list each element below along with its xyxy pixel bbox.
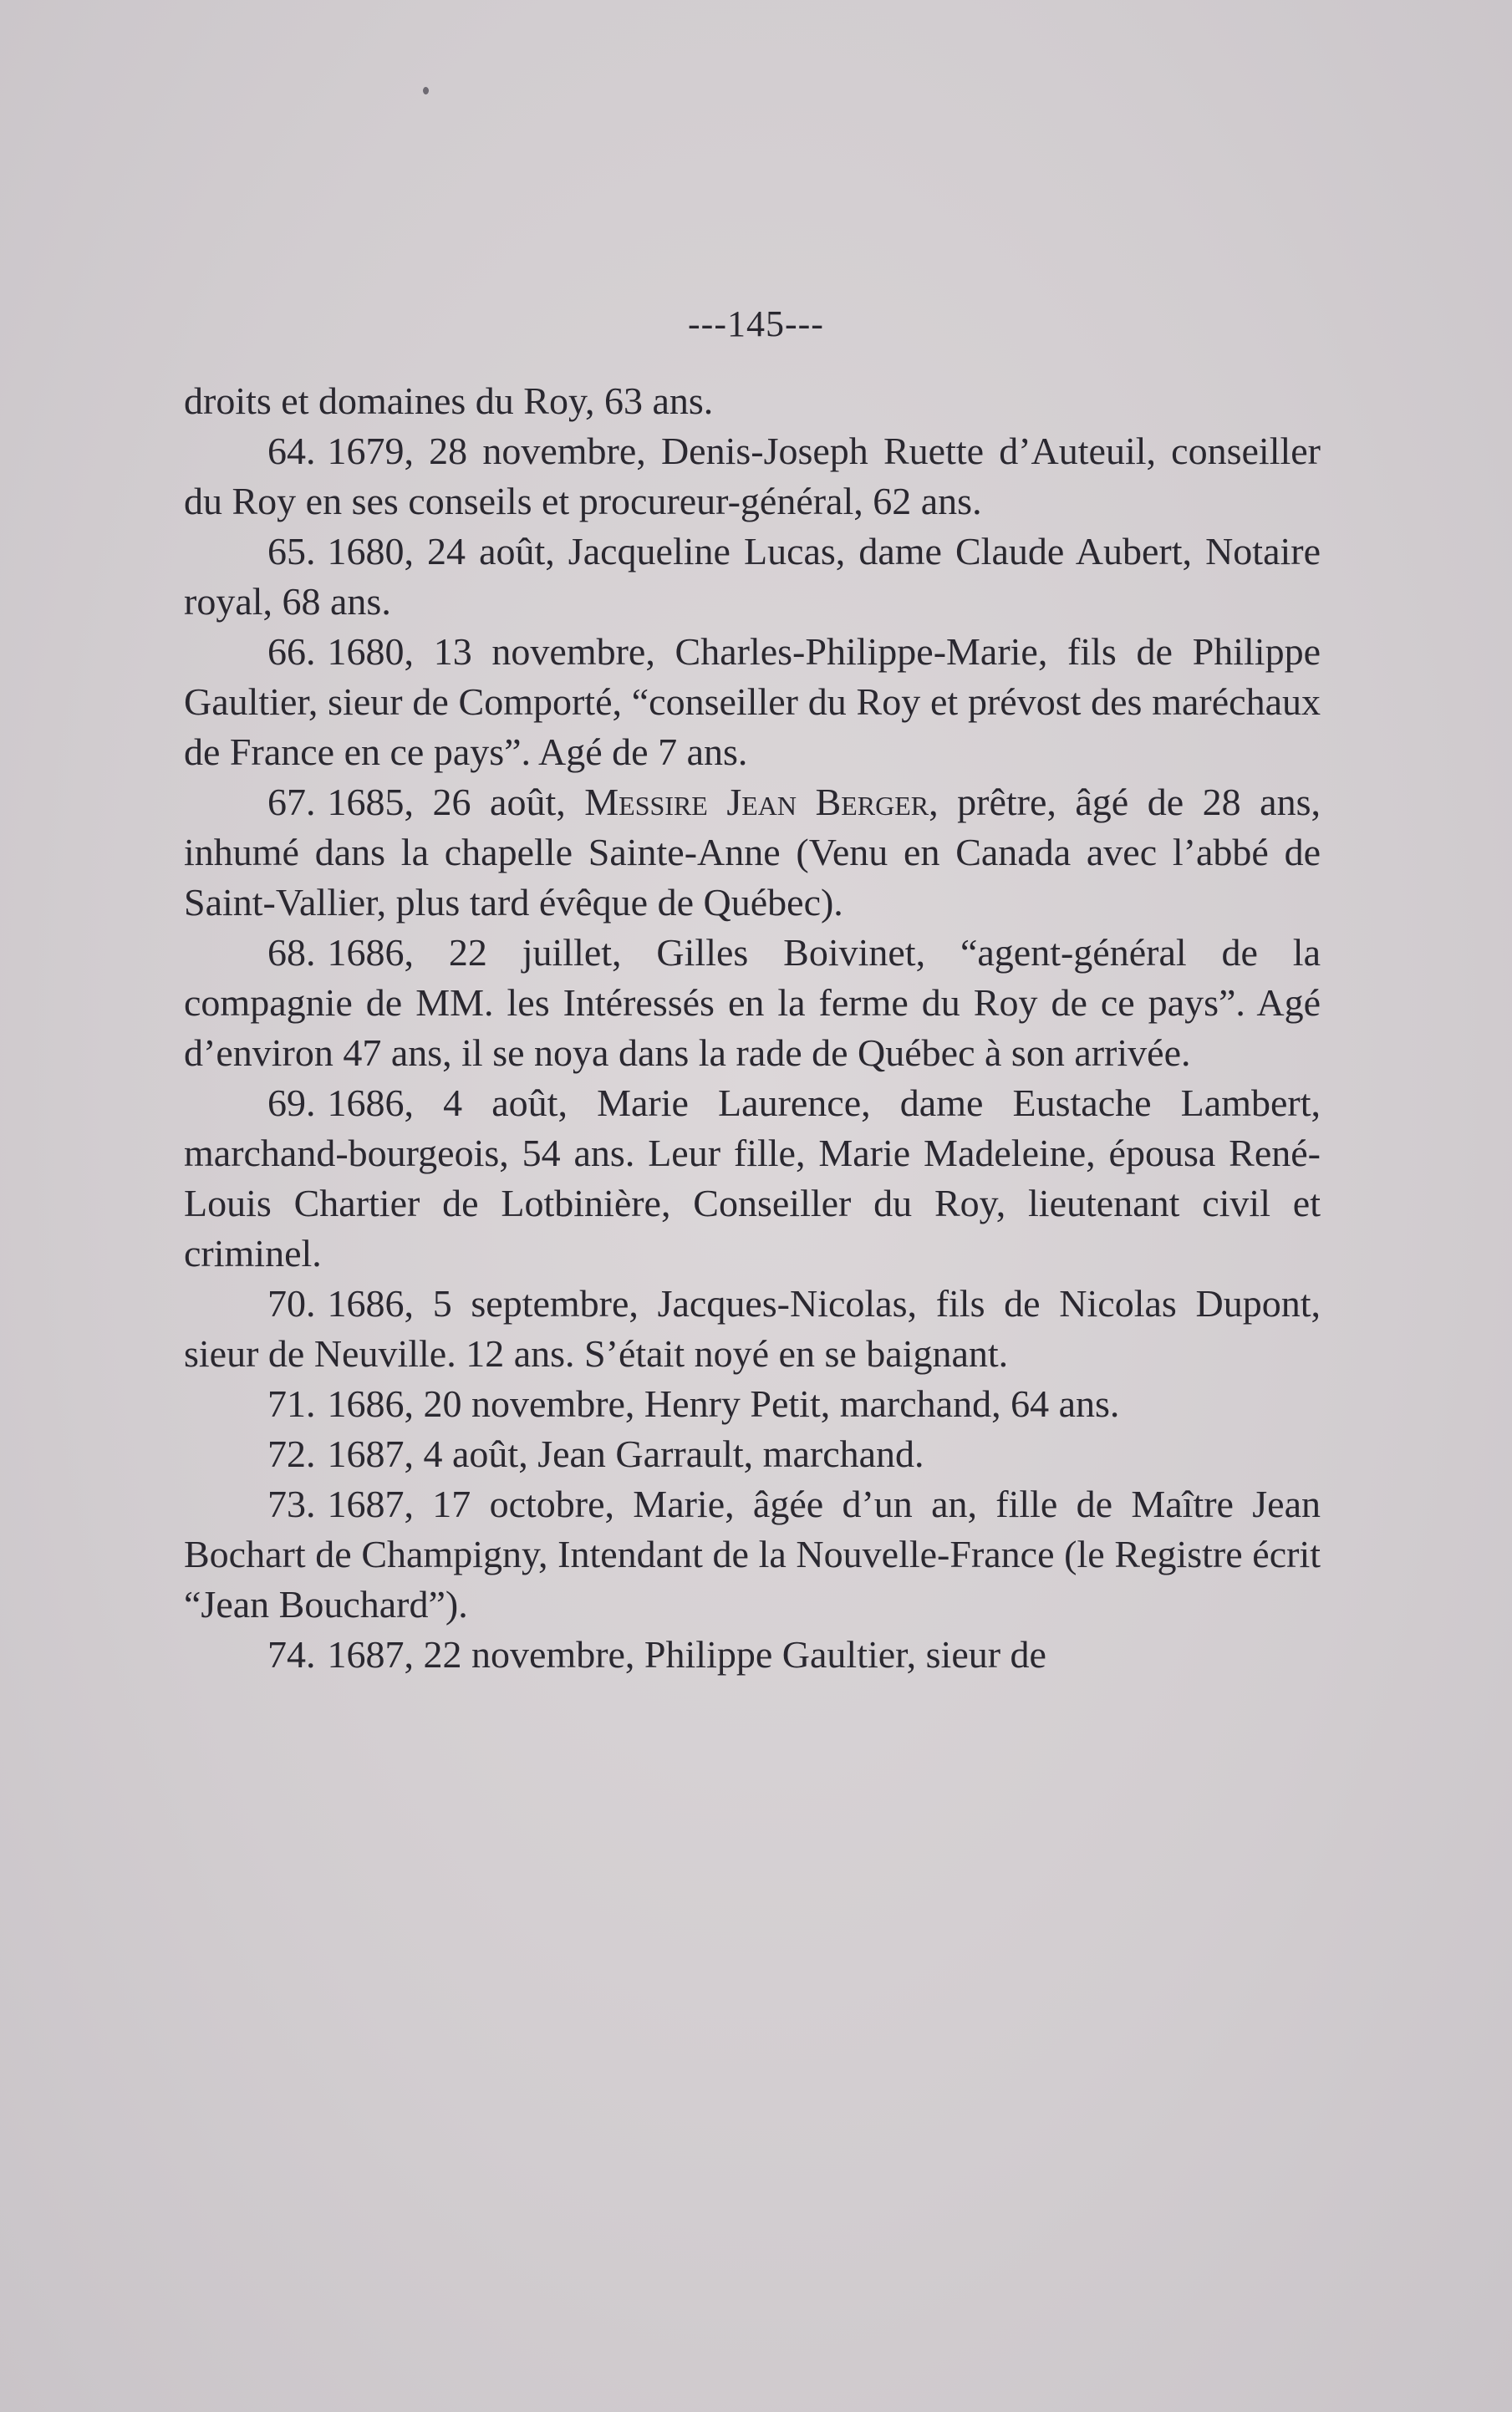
entry-text: 1680, 24 août, Jacqueline Lucas, dame Claude Aubert, Notaire royal, 68 ans. <box>184 530 1321 623</box>
entry-text: 1679, 28 novembre, Denis-Joseph Ruette d’Auteuil, conseiller du Roy en ses conseils et procureur-général, 62 ans. <box>184 430 1321 522</box>
page-number: ---145--- <box>688 303 824 344</box>
entry-72 <box>184 1429 1321 1479</box>
entry-number: 72. <box>267 1432 316 1475</box>
entry-text: 1686, 5 septembre, Jacques-Nicolas, fils de Nicolas Dupont, sieur de Neuville. 12 ans. S’était noyé en se baignant. <box>184 1282 1321 1375</box>
entry-text: 1686, 20 novembre, Henry Petit, marchand, 64 ans. <box>327 1382 1120 1425</box>
entry-text-pre: 1685, 26 août, <box>327 781 585 823</box>
entry-text: , prêtre, âgé de 28 ans, inhumé dans la chapelle Sainte-Anne (Venu en Canada avec l’abbé de Saint-Vallier, plus tard évêque de Québec). <box>184 781 1321 924</box>
entry-text: 1686, 4 août, Marie Laurence, dame Eustache Lambert, marchand-bourgeois, 54 ans. Leur fille, Marie Madeleine, épousa René-Louis Chartier de Lotbinière, Conseiller du Roy, lieutenant civil et criminel. <box>184 1081 1321 1275</box>
entry-69 <box>184 1078 1321 1279</box>
entry-66 <box>184 627 1321 777</box>
entry-text: 1687, 22 novembre, Philippe Gaultier, sieur de <box>327 1633 1046 1676</box>
entry-name-smallcaps: Messire Jean Berger <box>584 781 929 823</box>
entry-73 <box>184 1479 1321 1630</box>
entry-68 <box>184 928 1321 1078</box>
entry-67 <box>184 777 1321 928</box>
entry-text: 1680, 13 novembre, Charles-Philippe-Marie, fils de Philippe Gaultier, sieur de Comporté, “conseiller du Roy et prévost des maréchaux de France en ce pays”. Agé de 7 ans. <box>184 630 1321 773</box>
page-body <box>184 376 1321 1680</box>
entry-number: 68. <box>267 931 316 974</box>
entry-number: 67. <box>267 781 316 823</box>
paper-speck <box>423 87 429 94</box>
entry-number: 71. <box>267 1382 316 1425</box>
entry-text: 1686, 22 juillet, Gilles Boivinet, “agent-général de la compagnie de MM. les Intéressés en la ferme du Roy de ce pays”. Agé d’environ 47 ans, il se noya dans la rade de Québec à son arrivée. <box>184 931 1321 1074</box>
entry-number: 70. <box>267 1282 316 1325</box>
entry-text: 1687, 17 octobre, Marie, âgée d’un an, fille de Maître Jean Bochart de Champigny, Intendant de la Nouvelle-France (le Registre écrit “Jean Bouchard”). <box>184 1483 1321 1626</box>
entry-70 <box>184 1279 1321 1379</box>
entry-text: droits et domaines du Roy, 63 ans. <box>184 379 714 422</box>
entry-continuation <box>184 376 1321 426</box>
entry-number: 66. <box>267 630 316 673</box>
entry-64 <box>184 426 1321 527</box>
entry-number: 74. <box>267 1633 316 1676</box>
entry-71 <box>184 1379 1321 1429</box>
entry-74 <box>184 1630 1321 1680</box>
entry-65 <box>184 527 1321 627</box>
entry-number: 73. <box>267 1483 316 1525</box>
entry-number: 65. <box>267 530 316 572</box>
entry-text: 1687, 4 août, Jean Garrault, marchand. <box>327 1432 924 1475</box>
entry-number: 64. <box>267 430 316 472</box>
entry-number: 69. <box>267 1081 316 1124</box>
